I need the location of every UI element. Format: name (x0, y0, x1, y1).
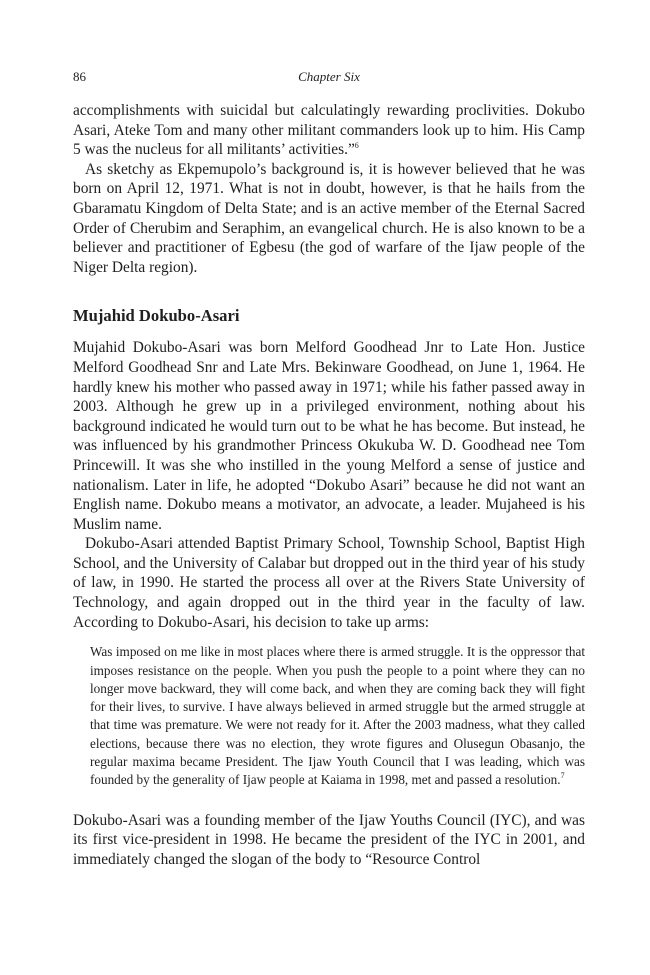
paragraph-dokubo-education: Dokubo-Asari attended Baptist Primary School, Township School, Baptist High School, and the University of Calabar but dropped out in the third year of his study of law, in 1990. He started the process all over at the Rivers State University of Technology, and again dropped out in the third year in the faculty of law. According to Dokubo-Asari, his decision to take up arms: (73, 535, 585, 631)
page-number: 86 (73, 69, 86, 84)
paragraph-ekpemupolo-background: As sketchy as Ekpemupolo’s background is, it is however believed that he was born on April 12, 1971. What is not in doubt, however, is that he hails from the Gbaramatu Kingdom of Delta State; and is an active member of the Eternal Sacred Order of Cherubim and Seraphim, an evangelical church. He is also known to be a believer and practitioner of Egbesu (the god of warfare of the Ijaw people of the Niger Delta region). (73, 160, 585, 276)
quote-text: Was imposed on me like in most places where there is armed struggle. It is the oppressor that imposes resistance on the people. When you push the people to a point where they can no longer move backward, they will come back, and when they are coming back they will fight for their lives, to survive. I have always believed in armed struggle but the armed struggle at that time was premature. We were not ready for it. After the 2003 madness, what they called elections, because there was no election, they wrote figures and Olusegun Obasanjo, the regular maxima became President. The Ijaw Youth Council that I was leading, which was founded by the generality of Ijaw people at Kaiama in 1998, met and passed a resolution. (90, 644, 585, 788)
footnote-marker: 7 (560, 771, 565, 781)
paragraph-dokubo-birth: Mujahid Dokubo-Asari was born Melford Goodhead Jnr to Late Hon. Justice Melford Goodhead Snr and Late Mrs. Bekinware Goodhead, on June 1, 1964. He hardly knew his mother who passed away in 1971; while his father passed away in 2003. Although he grew up in a privileged environment, nothing about his background indicated he would turn out to be what he has become. But instead, he was influenced by his grandmother Princess Okukuba W. D. Goodhead nee Tom Princewill. It was she who instilled in the young Melford a sense of justice and nationalism. Later in life, he adopted “Dokubo Asari” because he did not want an English name. Dokubo means a motivator, an advocate, a leader. Mujaheed is his Muslim name. (73, 339, 585, 533)
footnote-marker: 6 (354, 141, 359, 151)
paragraph-continuation (73, 101, 585, 160)
paragraph-text: accomplishments with suicidal but calculatingly rewarding proclivities. Dokubo Asari, Ateke Tom and many other militant commanders look up to him. His Camp 5 was the nucleus for all militants’ activities.” (73, 102, 585, 159)
running-head: Chapter Six (298, 69, 360, 84)
page-header (73, 66, 585, 88)
block-quote (90, 643, 585, 789)
section-heading: Mujahid Dokubo-Asari (73, 306, 240, 326)
paragraph-iyc: Dokubo-Asari was a founding member of the Ijaw Youths Council (IYC), and was its first vice-president in 1998. He became the president of the IYC in 2001, and immediately changed the slogan of the body to “Resource Control (73, 811, 585, 868)
book-page (73, 66, 585, 869)
